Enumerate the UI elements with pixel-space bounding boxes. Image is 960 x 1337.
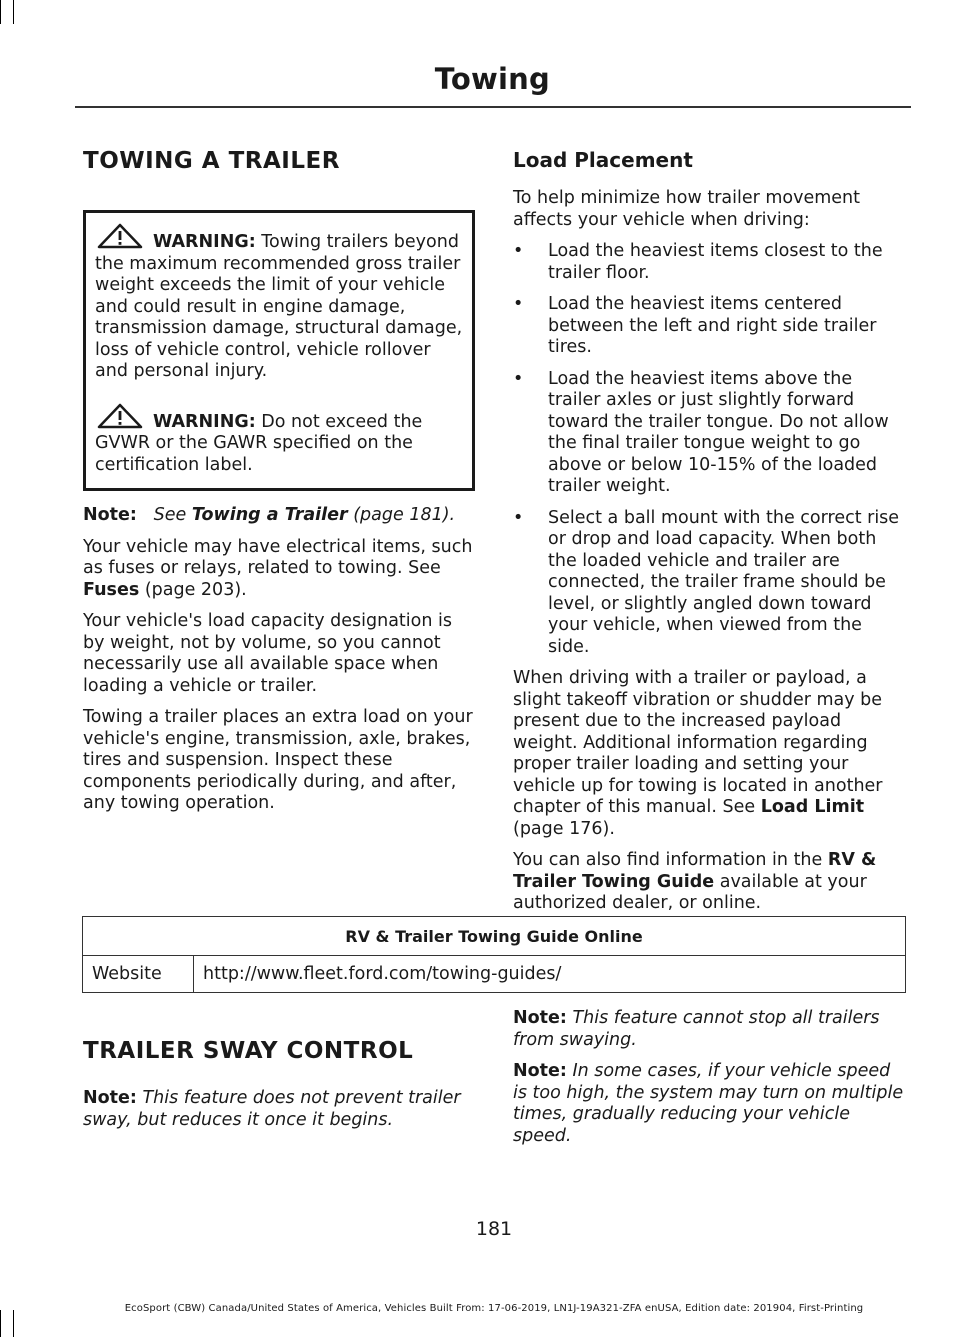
table-title: RV & Trailer Towing Guide Online — [83, 917, 906, 956]
crop-mark — [13, 0, 14, 24]
paragraph-text: available at your authorized dealer, or online. — [513, 871, 867, 913]
warning-label: WARNING: — [153, 411, 256, 432]
towing-a-trailer-link[interactable]: Towing a Trailer — [191, 505, 348, 525]
paragraph-electrical — [83, 537, 475, 602]
paragraph-text: When driving with a trailer or payload, a slight takeoff vibration or shudder may be present due to the increased payload weight. Additional information regarding proper trailer loading and setting your vehicle up for towing is located in another chapter of this manual. See — [513, 668, 883, 817]
paragraph-text: You can also find information in the — [513, 850, 823, 870]
paragraph-text: Your vehicle may have electrical items, such as fuses or relays, related to towing. See — [83, 536, 473, 578]
warning-text: Do not exceed the GVWR or the GAWR specified on the certification label. — [95, 411, 423, 475]
warning-2 — [95, 403, 463, 477]
crop-mark — [13, 1310, 14, 1337]
page-ref: (page 176). — [513, 818, 615, 839]
crop-mark — [0, 1310, 1, 1337]
section-heading-load-placement: Load Placement — [513, 148, 693, 172]
warning-triangle-icon — [95, 403, 153, 429]
note-text: This feature cannot stop all trailers from swaying. — [513, 1008, 880, 1050]
warning-label: WARNING: — [153, 232, 256, 252]
right-column — [513, 146, 905, 925]
list-item: • Load the heaviest items above the trailer axles or just slightly forward toward the trailer tongue. Do not allow the final trailer tongue weight to go above or below 10-15% of the loaded trailer weight. — [513, 368, 889, 496]
page-number: 181 — [475, 1218, 513, 1240]
note-label: Note: — [513, 1008, 567, 1028]
list-item: • Load the heaviest items closest to the trailer floor. — [513, 241, 883, 283]
left-column — [83, 146, 475, 825]
page-title: Towing — [434, 62, 550, 96]
crop-mark — [0, 0, 1, 24]
rv-trailer-guide-link[interactable]: RV & Trailer Towing Guide — [513, 850, 877, 892]
page-ref: (page 203). — [144, 579, 247, 600]
load-placement-intro: To help minimize how trailer movement affects your vehicle when driving: — [513, 188, 861, 230]
table-row — [83, 956, 906, 993]
list-item: • Select a ball mount with the correct rise or drop and load capacity. When both the loaded vehicle and trailer are connected, the trailer frame should be level, or slightly angled down toward your vehicle, when viewed from the side. — [513, 507, 900, 657]
website-link[interactable]: http://www.fleet.ford.com/towing-guides/ — [194, 956, 906, 993]
sway-left-column — [83, 1036, 475, 1141]
note-text: This feature does not prevent trailer sway, but reduces it once it begins. — [83, 1088, 461, 1130]
list-item: • Load the heaviest items centered between the left and right side trailer tires. — [513, 294, 877, 357]
warning-triangle-icon — [95, 223, 153, 249]
load-limit-link[interactable]: Load Limit — [760, 797, 865, 817]
table-cell-label: Website — [83, 956, 194, 993]
paragraph-towing-guide — [513, 850, 905, 915]
warning-1 — [95, 223, 463, 383]
footer-edition-text: EcoSport (CBW) Canada/United States of America, Vehicles Built From: 17-06-2019, LN1J-19A321-ZFA enUSA, Edition date: 201904, First-Printing — [124, 1303, 864, 1314]
section-heading-towing: TOWING A TRAILER — [83, 148, 340, 174]
load-placement-list — [513, 241, 905, 658]
sway-note-1 — [83, 1088, 475, 1131]
warning-box — [83, 210, 475, 491]
sway-note-3 — [513, 1061, 905, 1147]
list-item-text: Load the heaviest items closest to the trailer floor. — [548, 241, 883, 283]
paragraph-load-capacity: Your vehicle's load capacity designation is by weight, not by volume, so you cannot necessarily use all available space when loading a vehicle or trailer. — [83, 611, 452, 696]
warning-text: Towing trailers beyond the maximum recommended gross trailer weight exceeds the limit of your vehicle and could result in engine damage, transmission damage, structural damage, loss of vehicle control, vehicle rollover and personal injury. — [95, 232, 463, 381]
paragraph-extra-load: Towing a trailer places an extra load on your vehicle's engine, transmission, axle, brakes, tires and suspension. Inspect these components periodically during, and after, any towing operation. — [83, 707, 473, 813]
section-heading-sway: TRAILER SWAY CONTROL — [83, 1038, 414, 1064]
list-item-text: Load the heaviest items centered between the left and right side trailer tires. — [548, 294, 877, 357]
note-see: See — [153, 505, 187, 525]
fuses-link[interactable]: Fuses — [83, 579, 140, 600]
towing-guide-table — [82, 916, 906, 993]
note-text: In some cases, if your vehicle speed is too high, the system may turn on multiple times, gradually reducing your vehicle speed. — [513, 1061, 904, 1146]
note-see-towing — [83, 505, 475, 527]
paragraph-vibration — [513, 668, 905, 840]
list-item-text: Load the heaviest items above the trailer axles or just slightly forward toward the trailer tongue. Do not allow the final trailer tongue weight to go above or below 10-15% of the loaded trailer weight. — [548, 368, 889, 496]
sway-note-2 — [513, 1008, 905, 1051]
note-label: Note: — [513, 1061, 567, 1081]
note-label: Note: — [83, 1088, 137, 1108]
sway-right-column — [513, 1008, 905, 1157]
header-divider — [75, 106, 911, 108]
note-label: Note: — [83, 505, 137, 525]
note-page-ref: (page 181). — [353, 505, 456, 525]
list-item-text: Select a ball mount with the correct rise or drop and load capacity. When both the loaded vehicle and trailer are connected, the trailer frame should be level, or slightly angled down toward your vehicle, when viewed from the side. — [548, 507, 900, 657]
